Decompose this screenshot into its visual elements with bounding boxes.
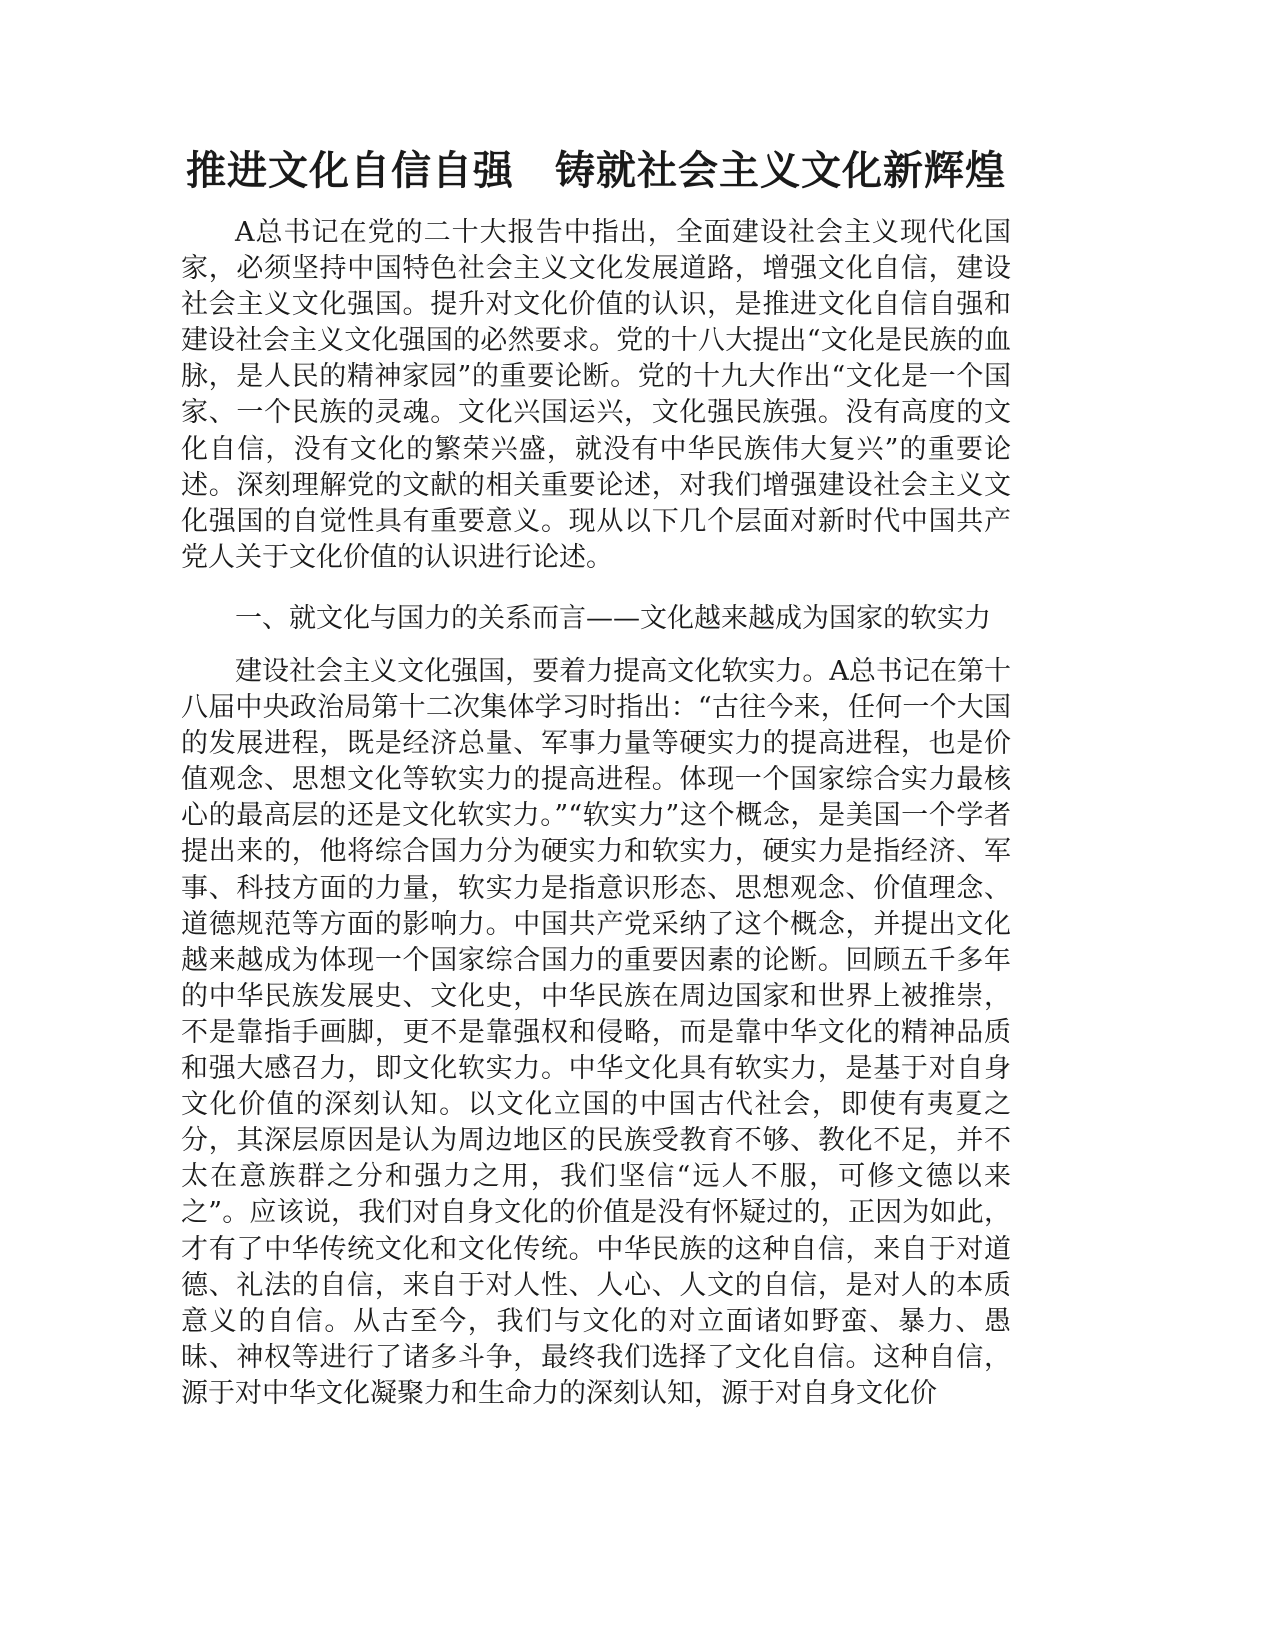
section-heading: 一、就文化与国力的关系而言——文化越来越成为国家的软实力 <box>235 603 991 634</box>
body-paragraph: 建设社会主义文化强国，要着力提高文化软实力。A总书记在第十八届中央政治局第十二次集体学习时指出：“古往今来，任何一个大国的发展进程，既是经济总量、军事力量等硬实力的提高进程，也是价值观念、思想文化等软实力的提高进程。体现一个国家综合实力最核心的最高层的还是文化软实力。”“软实力”这个概念，是美国一个学者提出来的，他将综合国力分为硬实力和软实力，硬实力是指经济、军事、科技方面的力量，软实力是指意识形态、思想观念、价值理念、道德规范等方面的影响力。中国共产党采纳了这个概念，并提出文化越来越成为体现一个国家综合国力的重要因素的论断。回顾五千多年的中华民族发展史、文化史，中华民族在周边国家和世界上被推崇，不是靠指手画脚，更不是靠强权和侵略，而是靠中华文化的精神品质和强大感召力，即文化软实力。中华文化具有软实力，是基于对自身文化价值的深刻认知。以文化立国的中国古代社会，即使有夷夏之分，其深层原因是认为周边地区的民族受教育不够、教化不足，并不太在意族群之分和强力之用，我们坚信“远人不服，可修文德以来之”。应该说，我们对自身文化的价值是没有怀疑过的，正因为如此，才有了中华传统文化和文化传统。中华民族的这种自信，来自于对道德、礼法的自信，来自于对人性、人心、人文的自信，是对人的本质意义的自信。从古至今，我们与文化的对立面诸如野蛮、暴力、愚昧、神权等进行了诸多斗争，最终我们选择了文化自信。这种自信，源于对中华文化凝聚力和生命力的深刻认知，源于对自身文化价 <box>181 656 1011 1409</box>
page-title: 推进文化自信自强 铸就社会主义文化新辉煌 <box>186 148 1006 194</box>
intro-paragraph: A总书记在党的二十大报告中指出，全面建设社会主义现代化国家，必须坚持中国特色社会主义文化发展道路，增强文化自信，建设社会主义文化强国。提升对文化价值的认识，是推进文化自信自强和建设社会主义文化强国的必然要求。党的十八大提出“文化是民族的血脉，是人民的精神家园”的重要论断。党的十九大作出“文化是一个国家、一个民族的灵魂。文化兴国运兴，文化强民族强。没有高度的文化自信，没有文化的繁荣兴盛，就没有中华民族伟大复兴”的重要论述。深刻理解党的文献的相关重要论述，对我们增强建设社会主义文化强国的自觉性具有重要意义。现从以下几个层面对新时代中国共产党人关于文化价值的认识进行论述。 <box>181 217 1011 573</box>
